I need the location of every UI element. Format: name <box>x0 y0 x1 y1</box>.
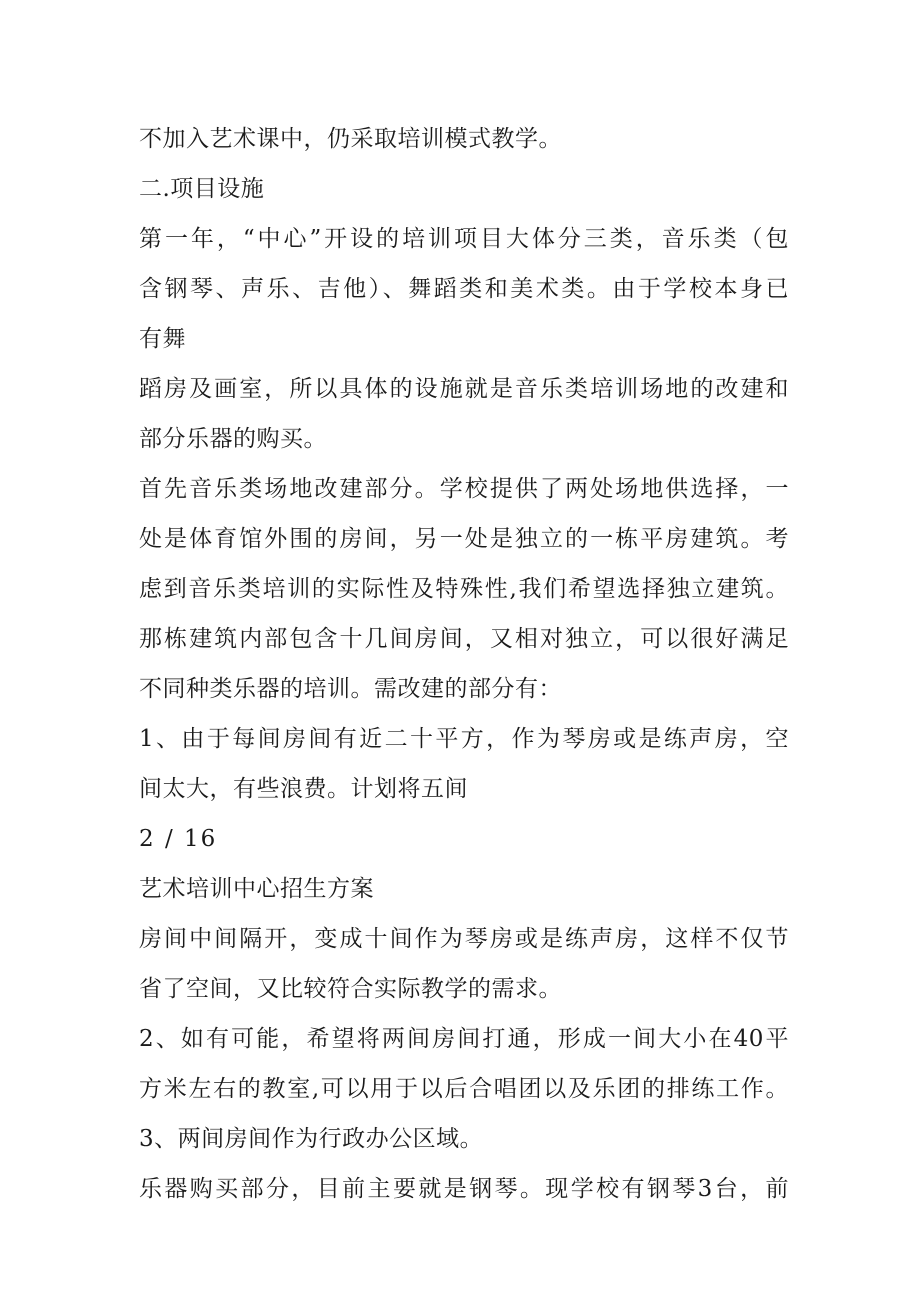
paragraph-line: 1、由于每间房间有近二十平方，作为琴房或是练声房，空 <box>139 726 789 752</box>
paragraph-line: 有舞 <box>139 326 186 352</box>
paragraph-line: 乐器购买部分，目前主要就是钢琴。现学校有钢琴3台，前 <box>139 1176 789 1202</box>
paragraph-line: 处是体育馆外围的房间，另一处是独立的一栋平房建筑。考 <box>139 526 789 552</box>
document-title: 艺术培训中心招生方案 <box>139 876 374 902</box>
paragraph-line: 间太大，有些浪费。计划将五间 <box>139 776 468 802</box>
page-number: 2 / 16 <box>139 826 218 852</box>
paragraph-line: 不加入艺术课中，仍采取培训模式教学。 <box>139 126 562 152</box>
paragraph-line: 2、如有可能，希望将两间房间打通，形成一间大小在40平 <box>139 1026 789 1052</box>
paragraph-line: 省了空间，又比较符合实际教学的需求。 <box>139 976 562 1002</box>
paragraph-line: 首先音乐类场地改建部分。学校提供了两处场地供选择，一 <box>139 476 789 502</box>
paragraph-line: 房间中间隔开，变成十间作为琴房或是练声房，这样不仅节 <box>139 926 789 952</box>
paragraph-line: 部分乐器的购买。 <box>139 426 327 452</box>
document-body <box>139 114 789 1214</box>
paragraph-line: 蹈房及画室，所以具体的设施就是音乐类培训场地的改建和 <box>139 376 789 402</box>
paragraph-line: 那栋建筑内部包含十几间房间，又相对独立，可以很好满足 <box>139 626 789 652</box>
paragraph-line: 虑到音乐类培训的实际性及特殊性,我们希望选择独立建筑。 <box>139 576 789 602</box>
paragraph-line: 含钢琴、声乐、吉他）、舞蹈类和美术类。由于学校本身已 <box>139 276 789 302</box>
section-heading: 二.项目设施 <box>139 176 265 202</box>
paragraph-line: 第一年，“中心”开设的培训项目大体分三类，音乐类（包 <box>139 226 789 252</box>
paragraph-line: 3、两间房间作为行政办公区域。 <box>139 1126 484 1152</box>
paragraph-line: 方米左右的教室,可以用于以后合唱团以及乐团的排练工作。 <box>139 1076 789 1102</box>
paragraph-line: 不同种类乐器的培训。需改建的部分有： <box>139 676 562 702</box>
